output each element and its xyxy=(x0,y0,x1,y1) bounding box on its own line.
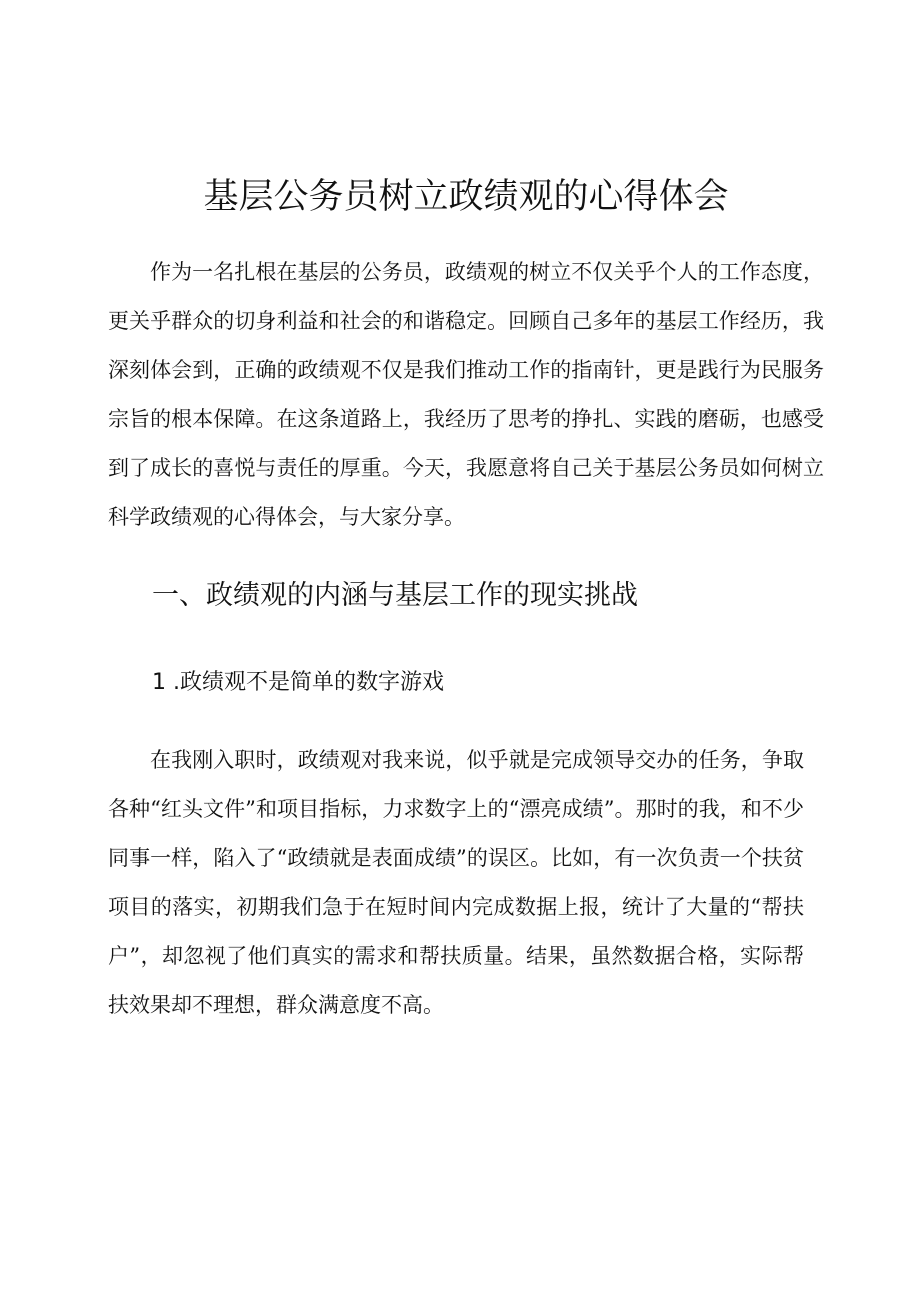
section-heading: 一、政绩观的内涵与基层工作的现实挑战 xyxy=(152,580,638,611)
intro-paragraph: 作为一名扎根在基层的公务员，政绩观的树立不仅关乎个人的工作态度，更关乎群众的切身利益和社会的和谐稳定。回顾自己多年的基层工作经历，我深刻体会到，正确的政绩观不仅是我们推动工作的指南针，更是践行为民服务宗旨的根本保障。在这条道路上，我经历了思考的挣扎、实践的磨砺，也感受到了成长的喜悦与责任的厚重。今天，我愿意将自己关于基层公务员如何树立科学政绩观的心得体会，与大家分享。 xyxy=(108,260,824,529)
body-paragraph: 在我刚入职时，政绩观对我来说，似乎就是完成领导交办的任务，争取各种“红头文件”和项目指标，力求数字上的“漂亮成绩”。那时的我，和不少同事一样，陷入了“政绩就是表面成绩”的误区。比如，有一次负责一个扶贫项目的落实，初期我们急于在短时间内完成数据上报，统计了大量的“帮扶户”，却忽视了他们真实的需求和帮扶质量。结果，虽然数据合格，实际帮扶效果却不理想，群众满意度不高。 xyxy=(108,748,804,1017)
document-title: 基层公务员树立政绩观的心得体会 xyxy=(203,177,729,217)
subsection-heading: 1 .政绩观不是简单的数字游戏 xyxy=(152,670,444,695)
